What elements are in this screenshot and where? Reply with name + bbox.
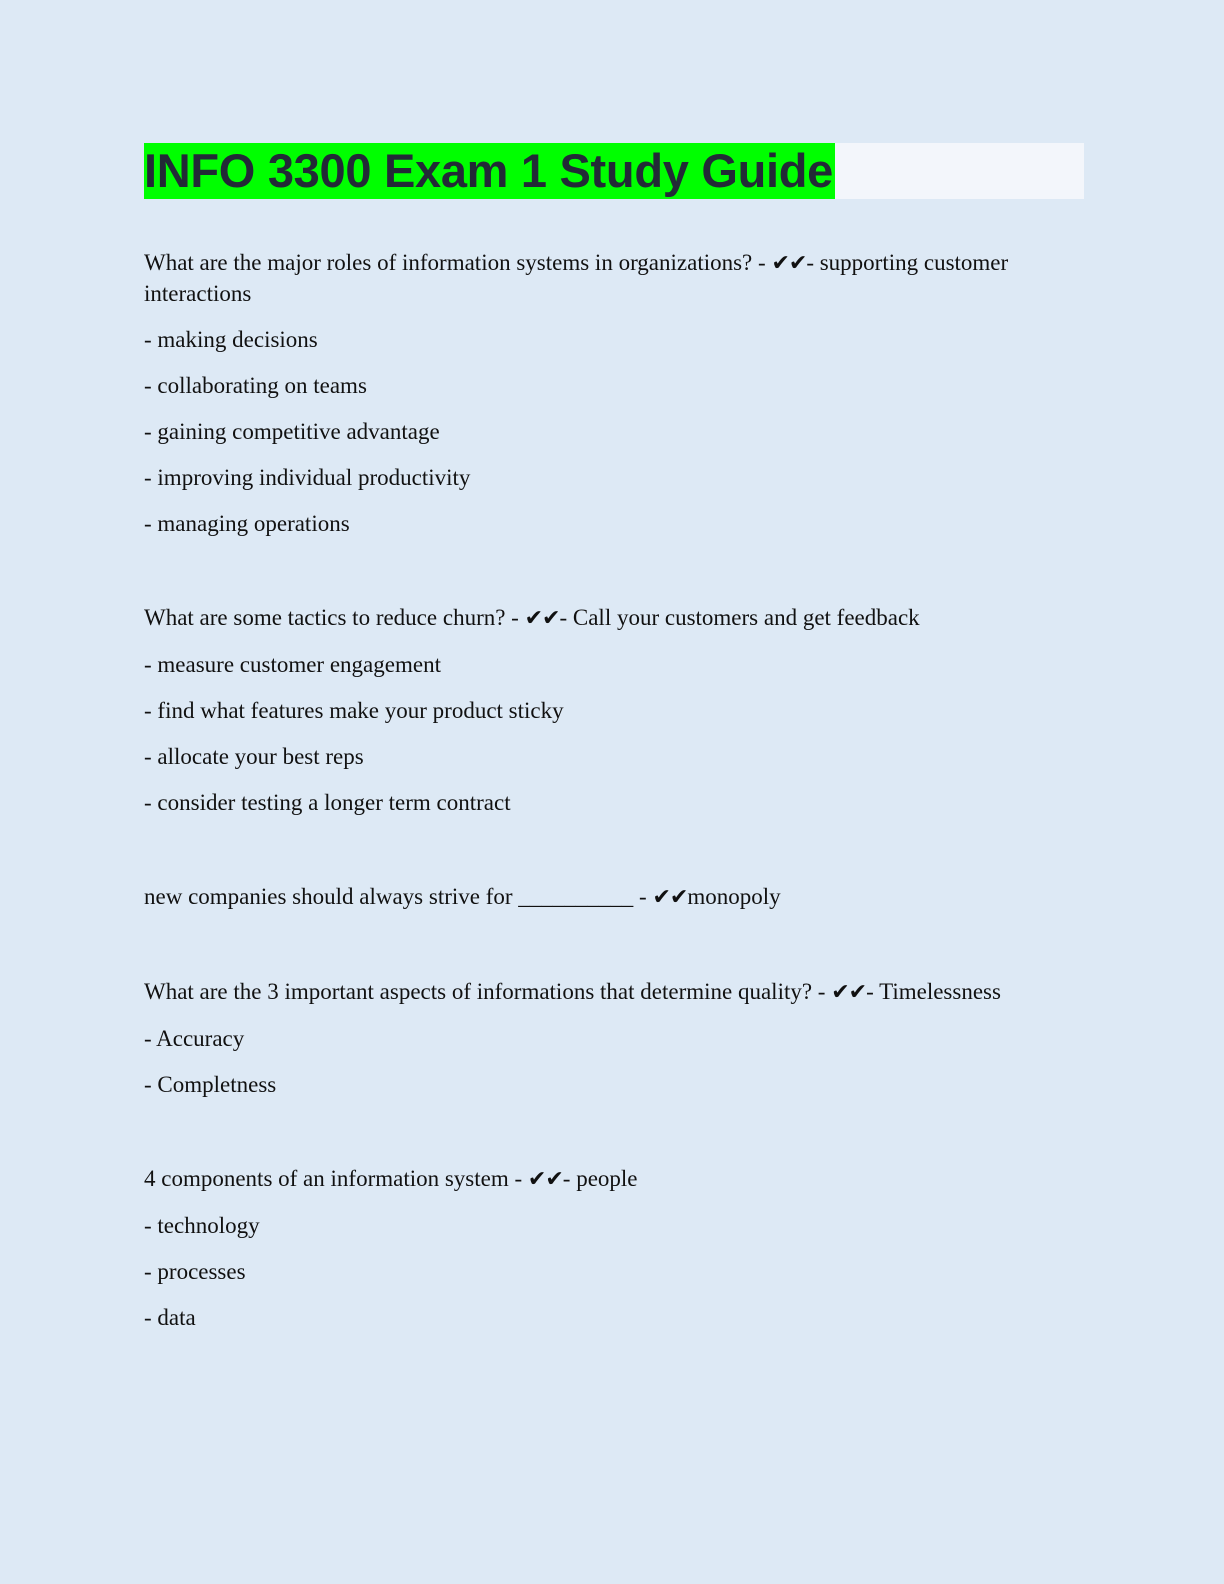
question-text: What are the 3 important aspects of informations that determine quality? -: [144, 979, 832, 1004]
answer-text: monopoly: [687, 884, 781, 909]
question-line: [144, 603, 1084, 634]
question-line: [144, 248, 1084, 309]
answer-item: - find what features make your product sticky: [144, 698, 564, 723]
double-check-icon: ✔✔: [527, 1167, 563, 1192]
title-bar: [144, 143, 1084, 199]
answer-item: - managing operations: [144, 511, 350, 536]
answer-text: - people: [562, 1166, 638, 1191]
answer-item: - consider testing a longer term contract: [144, 790, 511, 815]
question-text: What are the major roles of information systems in organizations? -: [144, 250, 772, 275]
document-page: [144, 143, 1084, 1333]
answer-item: - measure customer engagement: [144, 652, 441, 677]
question-line: [144, 977, 1084, 1008]
question-text: What are some tactics to reduce churn? -: [144, 605, 525, 630]
answer-item: - data: [144, 1305, 196, 1330]
qa-block-2: [144, 603, 1084, 818]
double-check-icon: ✔✔: [831, 980, 867, 1005]
question-line: [144, 1164, 1084, 1195]
answer-item: - improving individual productivity: [144, 465, 471, 490]
qa-block-4: [144, 977, 1084, 1100]
answer-item: - collaborating on teams: [144, 373, 367, 398]
qa-block-1: [144, 248, 1084, 539]
answer-text: - supporting customer interactions: [144, 250, 1009, 306]
answer-item: - processes: [144, 1259, 246, 1284]
qa-block-3: [144, 882, 1084, 913]
answer-text: - Timelessness: [866, 979, 1001, 1004]
question-text: 4 components of an information system -: [144, 1166, 528, 1191]
answer-item: - technology: [144, 1213, 260, 1238]
question-line: [144, 882, 1084, 913]
question-text: new companies should always strive for __________ -: [144, 884, 653, 909]
answer-item: - Accuracy: [144, 1026, 245, 1051]
answer-item: - making decisions: [144, 327, 318, 352]
answer-item: - gaining competitive advantage: [144, 419, 440, 444]
document-title: INFO 3300 Exam 1 Study Guide: [144, 144, 834, 197]
double-check-icon: ✔✔: [524, 606, 560, 631]
answer-item: - Completness: [144, 1072, 277, 1097]
double-check-icon: ✔✔: [771, 251, 807, 276]
answer-item: - allocate your best reps: [144, 744, 364, 769]
answer-text: - Call your customers and get feedback: [559, 605, 920, 630]
double-check-icon: ✔✔: [652, 885, 688, 910]
qa-block-5: [144, 1164, 1084, 1333]
